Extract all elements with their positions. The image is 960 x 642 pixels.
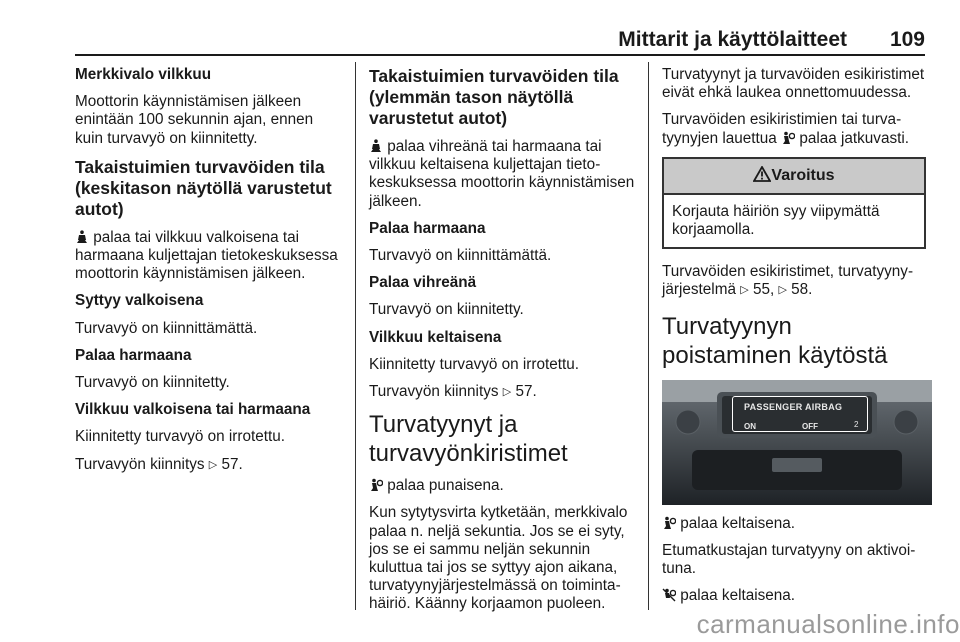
paragraph: palaa keltaisena. <box>662 587 926 605</box>
paragraph: Turvatyynyt ja turvavöiden esikiristimet eivät ehkä laukea onnettomuudessa. <box>662 66 925 102</box>
chapter-heading: Turvatyynyt ja turvavyönkiristimet <box>369 411 568 468</box>
paragraph: Turvavöiden esikiristimien tai turvatyynyjen lauettua palaa jatkuvasti. <box>662 111 910 147</box>
chapter-heading: Turvatyynyn poistaminen käytöstä <box>662 312 888 369</box>
photo-two-label: 2 <box>854 419 859 429</box>
cross-reference: Turvavyön kiinnitys ▷ 57. <box>369 383 537 401</box>
warning-text: Korjauta häiriön syy viipymättä korjaamolla. <box>672 202 880 239</box>
paragraph: Kun sytytysvirta kytketään, merkkivalo palaa n. neljä sekuntia. Jos se ei syty, jos se ei sammu neljän sekunnin kuluttua tai jos se syttyy ajon aikana, turvatyynyjärjestelmässä on toimintahäiriö. Käänny korjaamon puoleen. <box>369 504 628 613</box>
subheading: Merkkivalo vilkkuu <box>75 66 212 83</box>
subheading: Palaa vihreänä <box>369 274 477 292</box>
page-number: 109 <box>889 28 925 51</box>
paragraph: palaa tai vilkkuu valkoisena tai harmaana kuljettajan tietokeskuksessa moottorin käynnistämisen jälkeen. <box>75 228 338 283</box>
paragraph: Moottorin käynnistämisen jälkeen enintään 100 sekunnin ajan, ennen kuin turvavyö on kiinnitetty. <box>75 93 314 147</box>
header-rule <box>75 54 925 56</box>
page-ref-arrow-icon: ▷ <box>778 284 787 297</box>
paragraph: Turvavyö on kiinnitetty. <box>369 301 524 319</box>
section-heading: Takaistuimien turvavöiden tila (ylemmän tason näytöllä varustetut autot) <box>369 66 619 128</box>
airbag-on-icon <box>662 516 676 530</box>
page-header <box>75 28 925 54</box>
subheading: Vilkkuu valkoisena tai harmaana <box>75 401 311 419</box>
airbag-off-icon <box>662 588 676 602</box>
column-3 <box>662 66 926 614</box>
paragraph: Kiinnitetty turvavyö on irrotettu. <box>369 355 580 373</box>
photo-on-label: ON <box>744 421 756 431</box>
airbag-panel-photo <box>662 380 932 505</box>
subheading: Vilkkuu keltaisena <box>369 328 502 346</box>
watermark: carmanualsonline.info <box>696 609 960 639</box>
subheading: Palaa harmaana <box>369 219 486 237</box>
section-heading: Takaistuimien turvavöiden tila (keskitason näytöllä varustetut autot) <box>75 156 332 219</box>
photo-callout <box>732 396 868 432</box>
photo-off-label: OFF <box>802 421 818 431</box>
photo-label: PASSENGER AIRBAG <box>744 401 843 412</box>
column-1 <box>75 66 345 483</box>
page-ref-link[interactable]: 55, <box>752 281 775 299</box>
column-divider-1 <box>355 62 356 610</box>
rear-seat-belt-icon <box>369 139 383 153</box>
warning-box <box>662 157 926 249</box>
column-divider-2 <box>648 62 649 610</box>
paragraph: Turvavyö on kiinnittämättä. <box>369 247 552 265</box>
warning-triangle-icon <box>753 161 771 195</box>
page-ref-arrow-icon: ▷ <box>740 284 749 297</box>
page-ref-link[interactable]: 57. <box>221 455 243 473</box>
subheading: Palaa harmaana <box>75 346 192 364</box>
subheading: Syttyy valkoisena <box>75 292 204 310</box>
paragraph: palaa vihreänä tai harmaana tai vilkkuu keltaisena kuljettajan tietokeskuksessa moottorin käynnistämisen jälkeen. <box>369 138 635 210</box>
warning-header <box>664 159 924 195</box>
page-ref-arrow-icon: ▷ <box>502 386 512 399</box>
paragraph: palaa punaisena. <box>369 477 639 495</box>
header-title: Mittarit ja käyttölaitteet <box>618 28 847 51</box>
paragraph: Turvavyö on kiinnittämättä. <box>75 319 258 337</box>
page-ref-link[interactable]: 58. <box>791 281 813 299</box>
paragraph: palaa keltaisena. <box>662 515 926 533</box>
paragraph: Turvavyö on kiinnitetty. <box>75 374 230 392</box>
page-ref-link[interactable]: 57. <box>515 383 537 401</box>
paragraph: Etumatkustajan turvatyyny on aktivoituna. <box>662 541 916 578</box>
warning-title: Varoitus <box>771 166 835 184</box>
cross-reference: Turvavyön kiinnitys ▷ 57. <box>75 455 243 473</box>
airbag-icon <box>781 131 795 145</box>
rear-seat-belt-icon <box>75 230 89 244</box>
column-2 <box>369 66 639 623</box>
airbag-icon <box>369 478 383 492</box>
page-ref-arrow-icon: ▷ <box>208 458 218 471</box>
paragraph: Kiinnitetty turvavyö on irrotettu. <box>75 428 286 446</box>
cross-reference: Turvavöiden esikiristimet, turvatyynyjärjestelmä ▷ 55, ▷ 58. <box>662 263 914 299</box>
